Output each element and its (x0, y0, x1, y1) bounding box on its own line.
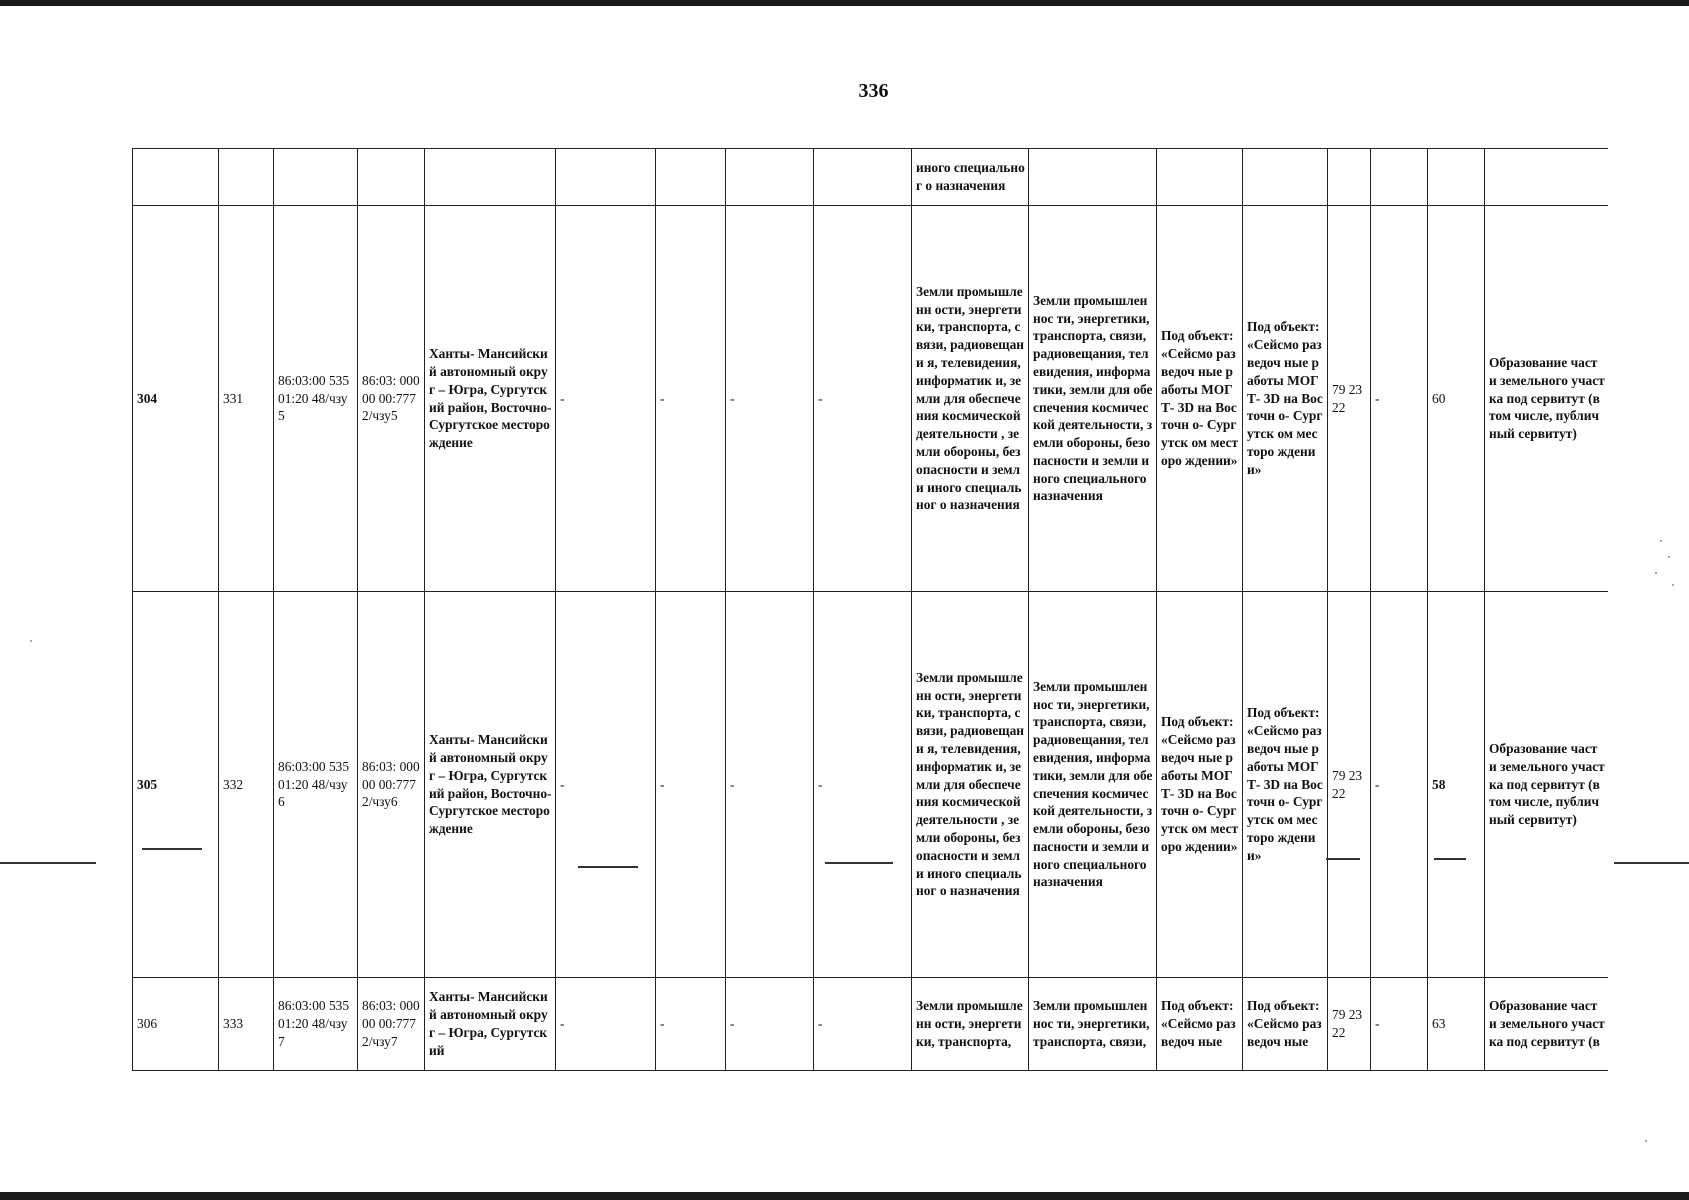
dash-cell: - (1371, 978, 1428, 1071)
dash-cell: - (556, 978, 656, 1071)
scan-speck (1672, 584, 1674, 586)
location-cell: Ханты- Мансийский автономный округ – Югра, Сургутский район, Восточно- Сургутское месторождение (425, 592, 556, 978)
land-use-cell: Земли промышленнос ти, энергетики, транспорта, связи, (1029, 978, 1157, 1071)
scan-rule-fragment (1614, 862, 1689, 864)
cell-empty (425, 149, 556, 206)
purpose-cell: Под объект: «Сейсмо разведоч ные работы МОГТ- 3D на Восточн о- Сургутск ом месторо ждении» (1157, 206, 1243, 592)
cadastral-number: 86:03:00 53501:20 48/чзу6 (274, 592, 358, 978)
scan-bottom-edge (0, 1192, 1689, 1200)
dash-cell: - (656, 592, 726, 978)
land-category-cell: Земли промышленн ости, энергетики, транспорта, связи, радиовещани я, телевидения, информатик и, земли для обеспечения космической деятельности , земли обороны, безопасности и земли иного специальног о назначения (912, 592, 1029, 978)
scan-rule-fragment (825, 862, 893, 864)
dash-cell: - (726, 206, 814, 592)
cell-empty (726, 149, 814, 206)
land-category-cell: иного специальног о назначения (912, 149, 1029, 206)
parcel-part-number: 86:03: 00000 00:777 2/чзу7 (358, 978, 425, 1071)
dash-cell: - (1371, 592, 1428, 978)
cell-empty (1371, 149, 1428, 206)
table-row-continued (133, 149, 1609, 206)
cell-empty (219, 149, 274, 206)
cell-empty (1243, 149, 1328, 206)
parcel-part-number: 86:03: 00000 00:777 2/чзу5 (358, 206, 425, 592)
cell-empty (814, 149, 912, 206)
location-cell: Ханты- Мансийский автономный округ – Югра, Сургутский район, Восточно- Сургутское месторождение (425, 206, 556, 592)
row-number: 305 (133, 592, 219, 978)
cell-empty (1328, 149, 1371, 206)
registry-table-viewport (132, 148, 1608, 1074)
cell-empty (1157, 149, 1243, 206)
scan-speck (1655, 572, 1657, 574)
dash-cell: - (814, 978, 912, 1071)
cell-empty (358, 149, 425, 206)
land-use-cell: Земли промышленнос ти, энергетики, транспорта, связи, радиовещания, телевидения, информатики, земли для обеспечения космической деятельности, земли обороны, безопасности и земли иного специального назначения (1029, 592, 1157, 978)
page-number: 336 (858, 80, 889, 102)
basis-cell: Образование части земельного участка под сервитут (в том числе, публичный сервитут) (1485, 206, 1609, 592)
scan-rule-fragment (142, 848, 202, 850)
reference-number: 333 (219, 978, 274, 1071)
dash-cell: - (814, 592, 912, 978)
area-cell: 60 (1428, 206, 1485, 592)
cell-empty (656, 149, 726, 206)
land-use-cell: Земли промышленнос ти, энергетики, транспорта, связи, радиовещания, телевидения, информатики, земли для обеспечения космической деятельности, земли обороны, безопасности и земли иного специального назначения (1029, 206, 1157, 592)
basis-cell: Образование части земельного участка под сервитут (в (1485, 978, 1609, 1071)
dash-cell: - (656, 978, 726, 1071)
dash-cell: - (726, 978, 814, 1071)
purpose-cell: Под объект: «Сейсмо разведоч ные работы МОГТ- 3D на Восточн о- Сургутск ом месторо ждении» (1157, 592, 1243, 978)
code-cell: 79 23 22 (1328, 206, 1371, 592)
reference-number: 331 (219, 206, 274, 592)
dash-cell: - (726, 592, 814, 978)
dash-cell: - (656, 206, 726, 592)
scan-speck (30, 640, 32, 642)
area-cell: 63 (1428, 978, 1485, 1071)
scan-rule-fragment (1326, 858, 1360, 860)
cell-empty (1485, 149, 1609, 206)
area-cell: 58 (1428, 592, 1485, 978)
cell-empty (133, 149, 219, 206)
cell-empty (1029, 149, 1157, 206)
scan-rule-fragment (1434, 858, 1466, 860)
dash-cell: - (556, 592, 656, 978)
cell-empty (556, 149, 656, 206)
table-row (133, 206, 1609, 592)
scan-rule-fragment (578, 866, 638, 868)
purpose-cell: Под объект: «Сейсмо разведоч ные работы МОГТ- 3D на Восточн о- Сургутск ом месторо ждении» (1243, 206, 1328, 592)
row-number: 304 (133, 206, 219, 592)
scan-rule-fragment (0, 862, 96, 864)
land-category-cell: Земли промышленн ости, энергетики, транспорта, (912, 978, 1029, 1071)
cell-empty (274, 149, 358, 206)
land-parcel-table (132, 148, 1608, 1071)
table-row (133, 592, 1609, 978)
dash-cell: - (556, 206, 656, 592)
scan-speck (1668, 556, 1670, 558)
row-number: 306 (133, 978, 219, 1071)
table-row (133, 978, 1609, 1071)
cell-empty (1428, 149, 1485, 206)
basis-cell: Образование части земельного участка под сервитут (в том числе, публичный сервитут) (1485, 592, 1609, 978)
purpose-cell: Под объект: «Сейсмо разведоч ные (1157, 978, 1243, 1071)
code-cell: 79 23 22 (1328, 978, 1371, 1071)
scan-top-edge (0, 0, 1689, 6)
scan-speck (1645, 1140, 1647, 1142)
purpose-cell: Под объект: «Сейсмо разведоч ные (1243, 978, 1328, 1071)
reference-number: 332 (219, 592, 274, 978)
purpose-cell: Под объект: «Сейсмо разведоч ные работы МОГТ- 3D на Восточн о- Сургутск ом месторо ждении» (1243, 592, 1328, 978)
land-category-cell: Земли промышленн ости, энергетики, транспорта, связи, радиовещани я, телевидения, информатик и, земли для обеспечения космической деятельности , земли обороны, безопасности и земли иного специальног о назначения (912, 206, 1029, 592)
code-cell: 79 23 22 (1328, 592, 1371, 978)
parcel-part-number: 86:03: 00000 00:777 2/чзу6 (358, 592, 425, 978)
cadastral-number: 86:03:00 53501:20 48/чзу7 (274, 978, 358, 1071)
location-cell: Ханты- Мансийский автономный округ – Югра, Сургутский (425, 978, 556, 1071)
scan-speck (1660, 540, 1662, 542)
dash-cell: - (1371, 206, 1428, 592)
cadastral-number: 86:03:00 53501:20 48/чзу5 (274, 206, 358, 592)
dash-cell: - (814, 206, 912, 592)
